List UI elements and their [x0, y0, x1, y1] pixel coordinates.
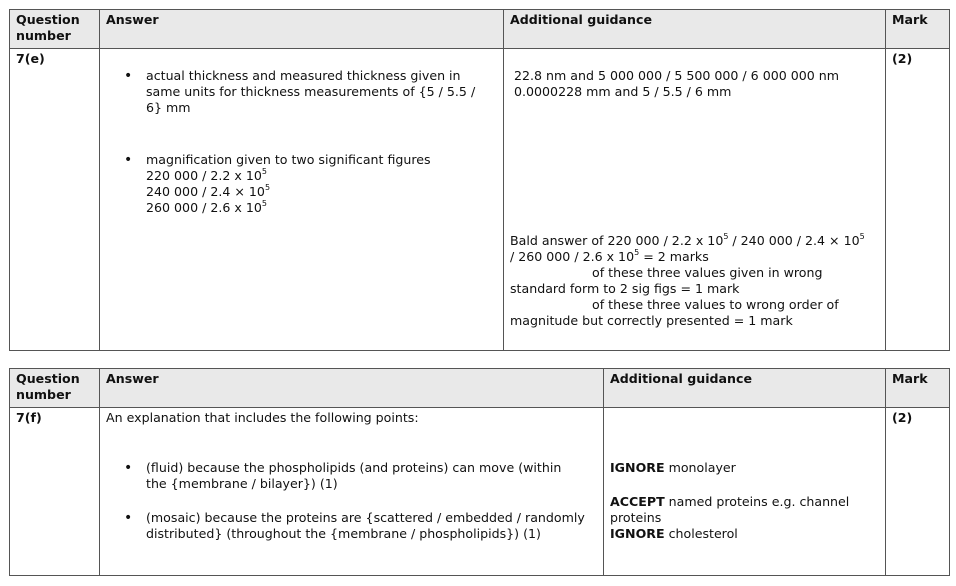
guidance-line: 22.8 nm and 5 000 000 / 5 500 000 / 6 000 000 nm — [514, 68, 840, 83]
question-number: 7(e) — [10, 49, 100, 351]
magnification-line: 220 000 / 2.2 x $10^5$ — [146, 167, 267, 183]
guidance-cell — [604, 408, 886, 576]
table-header-row — [10, 10, 950, 49]
header-question-number: Question number — [10, 369, 100, 408]
header-answer: Answer — [100, 369, 604, 408]
mark-value: (2) — [886, 49, 950, 351]
header-answer: Answer — [100, 10, 504, 49]
mark-value: (2) — [886, 408, 950, 576]
answer-cell — [100, 49, 504, 351]
header-mark: Mark — [886, 10, 950, 49]
header-mark: Mark — [886, 369, 950, 408]
answer-bullet: • (fluid) because the phospholipids (and proteins) can move (within the {membrane / bilayer}) (1) — [146, 460, 576, 492]
guidance-cell — [504, 49, 886, 351]
header-guidance: Additional guidance — [604, 369, 886, 408]
answer-intro: An explanation that includes the following points: — [106, 410, 419, 425]
table-row — [10, 408, 950, 576]
table-row — [10, 49, 950, 351]
header-question-number: Question number — [10, 10, 100, 49]
answer-cell — [100, 408, 604, 576]
magnification-line: 260 000 / 2.6 x $10^5$ — [146, 199, 267, 215]
answer-bullet: • actual thickness and measured thickness given in same units for thickness measurements of {5 / 5.5 / 6} mm — [146, 68, 476, 116]
guidance-line: IGNORE cholesterol — [610, 526, 738, 541]
answer-bullet: • (mosaic) because the proteins are {scattered / embedded / randomly distributed} (throughout the {membrane / phospholipids}) (1) — [146, 510, 586, 542]
table-header-row — [10, 369, 950, 408]
question-number: 7(f) — [10, 408, 100, 576]
mark-scheme-table-7f — [9, 368, 950, 576]
magnification-intro: • magnification given to two significant figures — [146, 152, 431, 167]
bald-answer-note: Bald answer of 220 000 / 2.2 x $10^5 / 240$ $000 / 2.4 \times 10^5$ / 260 000 / 2.6 x $10^5 = 2$ marks of these three values given in wrong standard form to 2 sig figs = 1 mark of these three values to wrong order of magnitude but correctly presented = 1 mark — [510, 232, 865, 328]
magnification-line: 240 $000 / 2.4 \times 10^5$ — [146, 183, 271, 199]
guidance-line: IGNORE monolayer — [610, 460, 736, 475]
header-guidance: Additional guidance — [504, 10, 886, 49]
mark-scheme-table-7e — [9, 9, 950, 351]
answer-bullet — [146, 152, 497, 216]
guidance-line: ACCEPT named proteins e.g. channel proteins — [610, 494, 850, 525]
guidance-line: 0.0000228 mm and 5 / 5.5 / 6 mm — [514, 84, 732, 99]
